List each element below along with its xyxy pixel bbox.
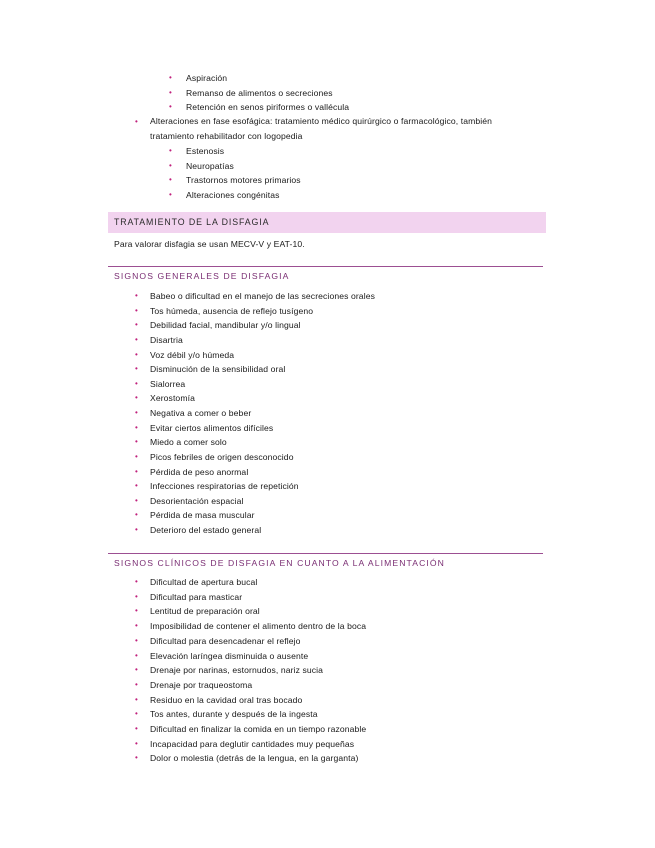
bullet-icon: • bbox=[135, 117, 138, 126]
list-item: Remanso de alimentos o secreciones bbox=[186, 88, 333, 98]
list-item: Deterioro del estado general bbox=[150, 525, 262, 536]
bullet-icon: • bbox=[135, 349, 138, 359]
list-item: Incapacidad para deglutir cantidades muy pequeñas bbox=[150, 738, 355, 749]
list-item: Imposibilidad de contener el alimento dentro de la boca bbox=[150, 621, 367, 632]
list-item: Picos febriles de origen desconocido bbox=[150, 451, 294, 462]
list-item: Voz débil y/o húmeda bbox=[150, 349, 235, 360]
bullet-icon: • bbox=[169, 102, 172, 111]
list-item: Dificultad para masticar bbox=[150, 591, 243, 602]
list-item: Miedo a comer solo bbox=[150, 437, 227, 448]
bullet-icon: • bbox=[135, 606, 138, 616]
bullet-icon: • bbox=[135, 635, 138, 645]
list-item: Debilidad facial, mandibular y/o lingual bbox=[150, 320, 301, 331]
bullet-icon: • bbox=[135, 650, 138, 660]
list-item: Xerostomía bbox=[150, 393, 195, 404]
bullet-icon: • bbox=[135, 364, 138, 374]
list-item: Residuo en la cavidad oral tras bocado bbox=[150, 694, 303, 705]
bullet-icon: • bbox=[169, 190, 172, 199]
bullet-icon: • bbox=[135, 466, 138, 476]
bullet-icon: • bbox=[135, 525, 138, 535]
bullet-icon: • bbox=[135, 679, 138, 689]
list-item: Evitar ciertos alimentos difíciles bbox=[150, 422, 274, 433]
bullet-icon: • bbox=[135, 334, 138, 344]
bullet-icon: • bbox=[135, 481, 138, 491]
bullet-icon: • bbox=[135, 320, 138, 330]
list-item: Elevación laríngea disminuida o ausente bbox=[150, 650, 309, 661]
bullet-icon: • bbox=[169, 161, 172, 170]
bullet-icon: • bbox=[135, 495, 138, 505]
list-item: Drenaje por traqueostoma bbox=[150, 679, 253, 690]
list-item: Pérdida de masa muscular bbox=[150, 510, 255, 521]
list-item: Lentitud de preparación oral bbox=[150, 606, 260, 617]
list-item: Negativa a comer o beber bbox=[150, 408, 252, 419]
bullet-icon: • bbox=[135, 738, 138, 748]
section-title-tratamiento: TRATAMIENTO DE LA DISFAGIA bbox=[114, 217, 270, 227]
list-item: Disminución de la sensibilidad oral bbox=[150, 364, 286, 375]
bullet-icon: • bbox=[135, 621, 138, 631]
list-item: Dificultad de apertura bucal bbox=[150, 577, 258, 587]
bullet-icon: • bbox=[135, 724, 138, 733]
list-item: Alteraciones congénitas bbox=[186, 190, 280, 200]
list-item: Aspiración bbox=[186, 73, 228, 83]
bullet-icon: • bbox=[135, 577, 138, 586]
bullet-icon: • bbox=[169, 175, 172, 184]
list-item: Estenosis bbox=[186, 146, 225, 156]
tratamiento-text: Para valorar disfagia se usan MECV-V y EAT-10. bbox=[114, 239, 305, 249]
bullet-icon: • bbox=[169, 88, 172, 97]
bullet-icon: • bbox=[135, 665, 138, 675]
list-item: Dificultad para desencadenar el reflejo bbox=[150, 635, 301, 646]
bullet-icon: • bbox=[169, 73, 172, 82]
section-title-signos-clinicos: SIGNOS CLÍNICOS DE DISFAGIA EN CUANTO A LA ALIMENTACIÓN bbox=[114, 558, 445, 568]
bullet-icon: • bbox=[135, 451, 138, 461]
bullet-icon: • bbox=[135, 393, 138, 403]
list-item: Drenaje por narinas, estornudos, nariz sucia bbox=[150, 665, 324, 676]
list-item: Dificultad en finalizar la comida en un tiempo razonable bbox=[150, 724, 367, 734]
bullet-icon: • bbox=[135, 291, 138, 300]
list-item: Infecciones respiratorias de repetición bbox=[150, 481, 299, 492]
list-item: Trastornos motores primarios bbox=[186, 175, 301, 185]
section-divider bbox=[108, 553, 543, 554]
bullet-icon: • bbox=[135, 305, 138, 315]
list-item: Alteraciones en fase esofágica: tratamiento médico quirúrgico o farmacológico, también tratamiento rehabilitador con logopedia bbox=[150, 116, 493, 141]
list-item: Neuropatías bbox=[186, 161, 234, 171]
bullet-icon: • bbox=[135, 422, 138, 432]
bullet-icon: • bbox=[135, 753, 138, 763]
list-item: Tos húmeda, ausencia de reflejo tusígeno bbox=[150, 305, 314, 316]
list-item: Tos antes, durante y después de la ingesta bbox=[150, 709, 318, 720]
bullet-icon: • bbox=[135, 694, 138, 704]
section-divider bbox=[108, 266, 543, 267]
list-item: Desorientación espacial bbox=[150, 495, 244, 506]
section-title-signos-generales: SIGNOS GENERALES DE DISFAGIA bbox=[114, 271, 290, 281]
bullet-icon: • bbox=[135, 408, 138, 418]
list-item: Retención en senos piriformes o vallécula bbox=[186, 102, 350, 112]
bullet-icon: • bbox=[135, 510, 138, 520]
bullet-icon: • bbox=[135, 591, 138, 601]
list-item: Pérdida de peso anormal bbox=[150, 466, 249, 477]
list-item: Dolor o molestia (detrás de la lengua, en la garganta) bbox=[150, 753, 359, 764]
list-item: Babeo o dificultad en el manejo de las secreciones orales bbox=[150, 291, 375, 301]
bullet-icon: • bbox=[135, 709, 138, 719]
bullet-icon: • bbox=[135, 378, 138, 388]
list-item: Disartria bbox=[150, 334, 183, 345]
bullet-icon: • bbox=[135, 437, 138, 447]
list-item: Sialorrea bbox=[150, 378, 186, 389]
bullet-icon: • bbox=[169, 146, 172, 155]
